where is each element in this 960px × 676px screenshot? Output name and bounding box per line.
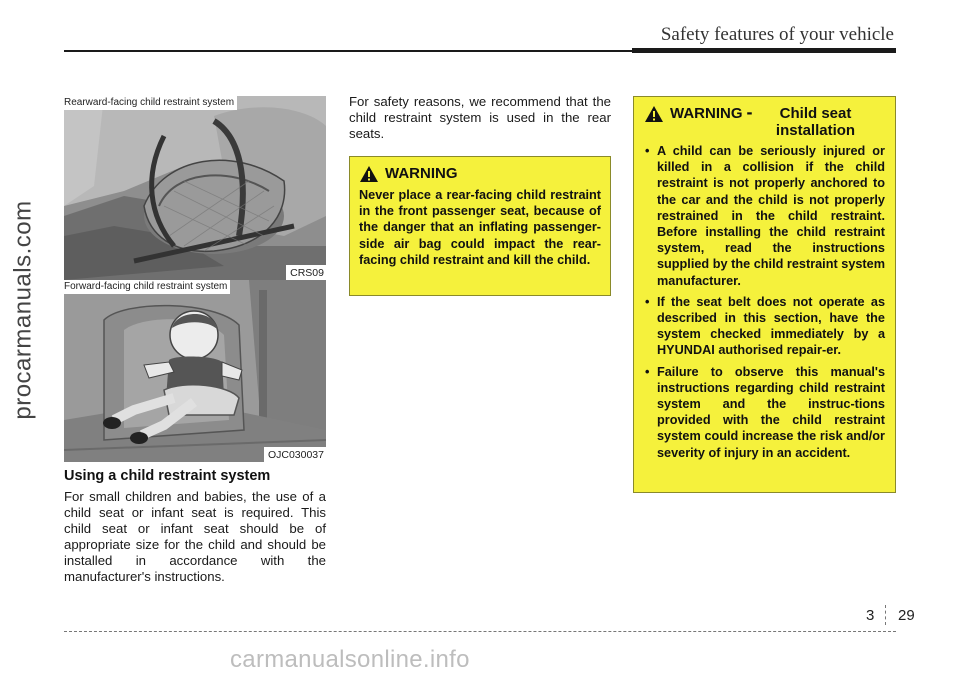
bottom-watermark: carmanualsonline.info [230, 646, 470, 673]
warning-list-item: • Failure to observe this manual's instructions regarding child restraint system and the instruc-tions provided with the child restraint system could increase the risk and/or severity of injury in an accident. [644, 364, 885, 461]
warning-box-front-seat [349, 156, 611, 296]
warning-box-child-seat-installation [633, 96, 896, 493]
warning-triangle-icon [359, 165, 379, 183]
section-body: For small children and babies, the use of a child seat or infant seat is required. This child seat or infant seat should be of appropriate size for the child and should be installed in accordance with the manufacturer's instructions. [64, 489, 326, 584]
side-watermark: procarmanuals.com [10, 200, 37, 420]
warning-title: WARNING [670, 105, 743, 122]
warning-list-item: • If the seat belt does not operate as described in this section, have the system checked immediately by a HYUNDAI authorised repair-er. [644, 294, 885, 359]
section-title: Safety features of your vehicle [660, 24, 894, 45]
warning-list [644, 143, 885, 461]
warning-title: WARNING [385, 165, 458, 182]
warning-list-item: • A child can be seriously injured or killed in a collision if the child restraint is not properly anchored to the car and the child is not properly restrained in the child restraint. Before installing the child restraint system, read the instructions supplied by the child restraint system manufacturer. [644, 143, 885, 289]
figure-label: Forward-facing child restraint system [64, 280, 230, 294]
warning-header [359, 165, 601, 183]
header-rule-accent [632, 48, 896, 53]
rear-seat-recommendation: For safety reasons, we recommend that the child restraint system is used in the rear seats. [349, 94, 611, 141]
warning-triangle-icon [644, 105, 664, 123]
figure-code: OJC030037 [264, 447, 326, 462]
warning-title-dash: - [746, 102, 753, 122]
rearward-child-seat-illustration [64, 96, 326, 280]
forward-child-seat-illustration [64, 280, 326, 462]
figure-code: CRS09 [286, 265, 326, 280]
page-number: 29 [898, 607, 915, 624]
figure-label: Rearward-facing child restraint system [64, 96, 237, 110]
page-number-divider [885, 605, 886, 625]
footer-rule [64, 631, 896, 632]
figure-forward-child-seat [64, 280, 326, 462]
warning-header [644, 102, 885, 139]
warning-subtitle: Child seat installation [775, 105, 856, 139]
section-heading: Using a child restraint system [64, 468, 271, 484]
figure-rearward-child-seat [64, 96, 326, 280]
chapter-number: 3 [866, 607, 875, 624]
warning-body: Never place a rear-facing child restraint in the front passenger seat, because of the danger that an inflating passenger-side air bag could impact the rear-facing child restraint and kill the child. [359, 188, 601, 267]
